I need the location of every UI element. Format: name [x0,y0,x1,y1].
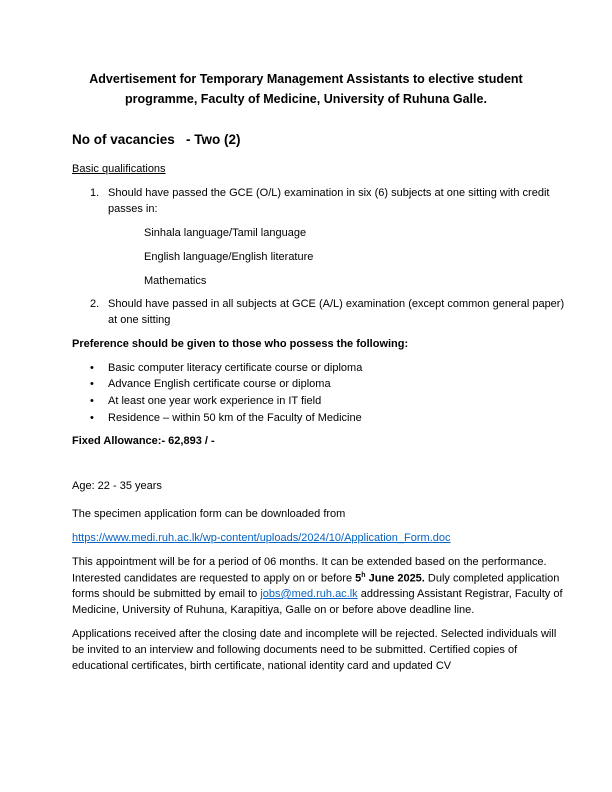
para2-line-1: Applications received after the closing date and incomplete will be rejected. Selected individuals will [72,628,557,640]
preference-item: Basic computer literacy certificate course or diploma [108,362,363,374]
para2-line-2: be invited to an interview and following documents need to be submitted. Certified copies of [72,644,518,656]
title-line-1: Advertisement for Temporary Management Assistants to elective student [89,72,523,86]
qualification-1-line-1: Should have passed the GCE (O/L) examination in six (6) subjects at one sitting with credit [108,187,550,199]
para1-line-2 [72,572,560,585]
para1-line-4: Medicine, University of Ruhuna, Karapitiya, Galle on or before above deadline line. [72,604,475,616]
title-line-2: programme, Faculty of Medicine, University of Ruhuna Galle. [125,92,487,106]
subject-item: English language/English literature [144,251,314,263]
para2-line-3: educational certificates, birth certificate, national identity card and updated CV [72,660,452,672]
qualification-2-line-1: Should have passed in all subjects at GCE (A/L) examination (except common general paper) [108,298,565,310]
para1-line-3-text: forms should be submitted by email to [72,588,261,600]
qualification-2-number: 2. [90,298,100,310]
qualification-1-number: 1. [90,187,100,199]
bullet-icon: • [90,378,94,390]
preference-item: At least one year work experience in IT field [108,395,322,407]
deadline-superscript: h [361,572,366,579]
fixed-allowance: Fixed Allowance:- 62,893 / - [72,435,215,447]
basic-qualifications-heading: Basic qualifications [72,163,166,175]
para1-line-2-text: Interested candidates are requested to apply on or before [72,572,356,585]
application-form-link[interactable]: https://www.medi.ruh.ac.lk/wp-content/uploads/2024/10/Application_Form.doc [72,532,451,544]
bullet-icon: • [90,395,94,407]
specimen-text: The specimen application form can be downloaded from [72,508,346,520]
para1-line-3 [72,588,563,600]
deadline-rest: June 2025. [365,572,425,585]
subject-item: Sinhala language/Tamil language [144,227,307,239]
subject-item: Mathematics [144,275,207,287]
vacancies-heading: No of vacancies - Two (2) [72,132,241,147]
qualification-2-line-2: at one sitting [108,314,171,326]
bullet-icon: • [90,412,94,424]
bullet-icon: • [90,362,94,374]
age-requirement: Age: 22 - 35 years [72,480,162,492]
preference-item: Residence – within 50 km of the Faculty of Medicine [108,412,362,424]
email-link[interactable]: jobs@med.ruh.ac.lk [260,588,358,600]
para1-line-1: This appointment will be for a period of 06 months. It can be extended based on the performance. [72,556,547,568]
deadline-day: 5 [355,572,362,585]
para1-line-2-post: Duly completed application [424,572,560,585]
para1-line-3-post: addressing Assistant Registrar, Faculty of [357,588,563,600]
qualification-1-line-2: passes in: [108,203,158,215]
preference-item: Advance English certificate course or diploma [108,378,331,390]
preference-heading: Preference should be given to those who possess the following: [72,338,409,350]
